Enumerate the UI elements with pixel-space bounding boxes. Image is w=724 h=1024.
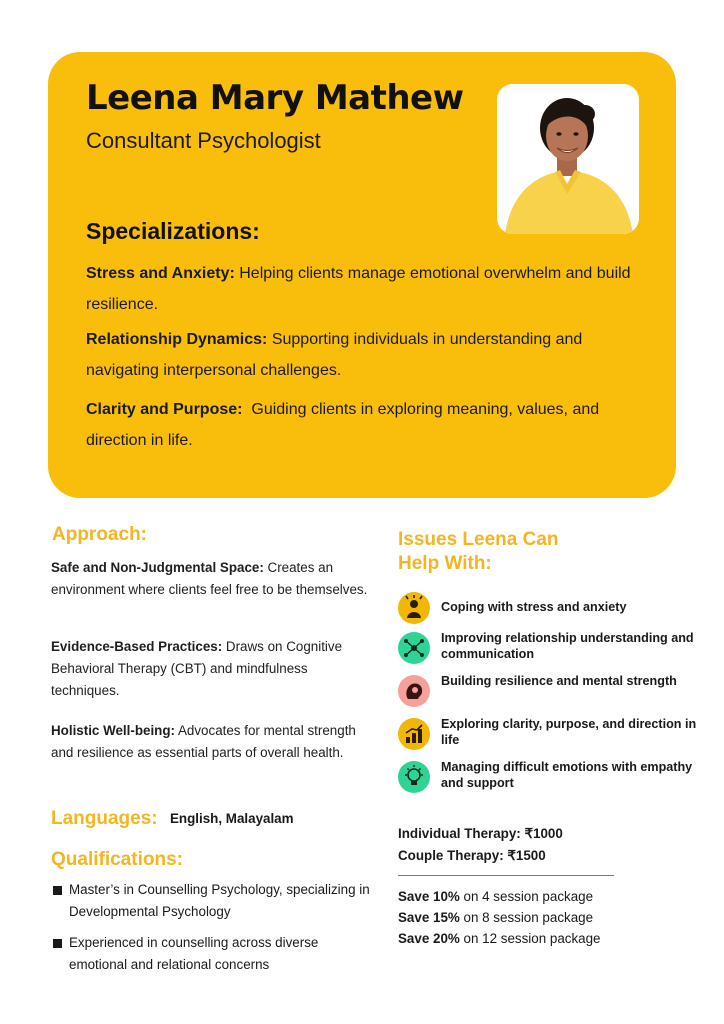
individual-therapy-price: Individual Therapy: ₹1000 <box>398 826 563 841</box>
approach-heading: Approach: <box>52 524 147 545</box>
couple-therapy-price: Couple Therapy: ₹1500 <box>398 848 546 863</box>
bullet-square-icon <box>53 939 62 948</box>
issues-heading <box>398 528 559 576</box>
approach-label: Safe and Non-Judgmental Space: <box>51 560 264 575</box>
approach-item <box>51 720 371 764</box>
portrait-illustration <box>497 84 639 234</box>
connection-icon <box>398 632 430 664</box>
issue-text: Coping with stress and anxiety <box>441 600 627 614</box>
specialization-label: Relationship Dynamics: <box>86 331 268 348</box>
approach-text: Draws on Cognitive Behavioral Therapy (CBT) and mindfulness techniques. <box>51 639 343 698</box>
issue-item <box>398 630 698 666</box>
specialization-item <box>86 394 656 456</box>
qualification-text: Experienced in counselling across diverse emotional and relational concerns <box>69 935 319 972</box>
specialization-text: Supporting individuals in understanding and navigating interpersonal challenges. <box>86 331 583 379</box>
issue-text: Building resilience and mental strength <box>441 674 677 688</box>
growth-chart-icon <box>398 718 430 750</box>
package-text: on 8 session package <box>459 910 594 925</box>
package-discount: Save 10% <box>398 889 460 904</box>
issue-item <box>398 590 698 626</box>
qualification-item <box>53 879 373 923</box>
psychologist-role: Consultant Psychologist <box>86 128 321 153</box>
issues-heading-line: Issues Leena Can <box>398 529 559 550</box>
profile-card <box>48 52 676 498</box>
approach-label: Evidence-Based Practices: <box>51 639 223 654</box>
specialization-item <box>86 258 656 320</box>
specialization-text: Helping clients manage emotional overwhelm and build resilience. <box>86 265 631 313</box>
qualification-text: Master’s in Counselling Psychology, specializing in Developmental Psychology <box>69 882 370 919</box>
languages-value: English, Malayalam <box>170 811 294 826</box>
specializations-heading: Specializations: <box>86 218 260 244</box>
issue-item <box>398 716 698 752</box>
profile-photo <box>497 84 639 234</box>
package-text: on 4 session package <box>459 889 594 904</box>
psychologist-name: Leena Mary Mathew <box>86 78 464 118</box>
issue-text: Managing difficult emotions with empathy and support <box>441 760 693 790</box>
package-discount: Save 15% <box>398 910 460 925</box>
approach-item <box>51 557 371 601</box>
approach-label: Holistic Well-being: <box>51 723 175 738</box>
issue-item <box>398 759 698 795</box>
approach-item <box>51 636 371 702</box>
package-offer <box>398 931 601 946</box>
bullet-square-icon <box>53 886 62 895</box>
specialization-label: Stress and Anxiety: <box>86 265 235 282</box>
specialization-item <box>86 324 656 386</box>
divider <box>398 875 614 876</box>
qualification-item <box>53 932 373 976</box>
issue-text: Exploring clarity, purpose, and direction in life <box>441 717 697 747</box>
qualifications-heading: Qualifications: <box>51 849 183 870</box>
package-offer <box>398 889 593 904</box>
approach-text: Creates an environment where clients feel free to be themselves. <box>51 560 368 597</box>
package-text: on 12 session package <box>459 931 601 946</box>
issue-item <box>398 673 698 709</box>
specialization-label: Clarity and Purpose: <box>86 401 243 418</box>
brain-icon <box>398 675 430 707</box>
stress-icon <box>398 592 430 624</box>
package-offer <box>398 910 593 925</box>
issue-text: Improving relationship understanding and communication <box>441 631 694 661</box>
package-discount: Save 20% <box>398 931 460 946</box>
lightbulb-icon <box>398 761 430 793</box>
specialization-text: Guiding clients in exploring meaning, values, and direction in life. <box>86 401 604 449</box>
approach-text: Advocates for mental strength and resilience as essential parts of overall health. <box>51 723 356 760</box>
issues-heading-line: Help With: <box>398 553 492 574</box>
languages-heading: Languages: <box>51 808 158 829</box>
